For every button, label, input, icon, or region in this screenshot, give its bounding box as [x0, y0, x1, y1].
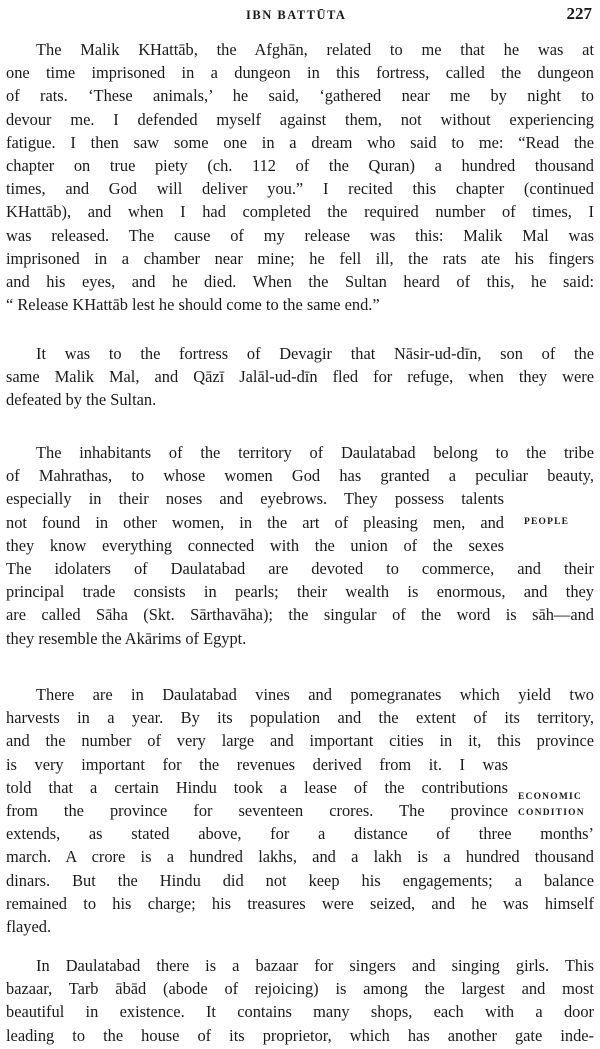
- text-line: they know everything connected with the union of the sexes: [6, 535, 504, 555]
- text-line: In Daulatabad there is a bazaar for singers and singing girls. This: [36, 956, 594, 975]
- text-line: told that a certain Hindu took a lease of the contributions: [6, 777, 508, 797]
- text-line: principal trade consists in pearls; their wealth is enormous, and they: [6, 582, 594, 602]
- text-line: they resemble the Akārims of Egypt.: [6, 628, 247, 648]
- paragraph-1: [6, 38, 594, 316]
- text-line: “ Release KHattāb lest he should come to the same end.”: [6, 295, 380, 315]
- text-line: of Mahrathas, to whose women God has granted a peculiar beauty,: [6, 466, 594, 486]
- text-line: imprisoned in a chamber near mine; he fell ill, the rats ate his fingers: [6, 248, 594, 268]
- text-line: harvests in a year. By its population and the extent of its territory,: [6, 708, 594, 728]
- text-line: It was to the fortress of Devagir that Nāsir-ud-dīn, son of the: [36, 344, 594, 363]
- margin-note-people: PEOPLE: [524, 517, 570, 527]
- text-line: The Malik KHattāb, the Afghān, related to me that he was at: [36, 40, 594, 59]
- text-line: fatigue. I then saw some one in a dream who said to me: “Read the: [6, 132, 594, 152]
- text-line: of rats. ‘These animals,’ he said, ‘gathered near me by night to: [6, 86, 594, 106]
- text-line: KHattāb), and when I had completed the required number of times, I: [6, 202, 594, 222]
- page-header: [0, 4, 600, 28]
- margin-note-condition: CONDITION: [518, 808, 585, 818]
- text-line: are called Sāha (Skt. Sārthavāha); the singular of the word is sāh—and: [6, 605, 594, 625]
- text-line: flayed.: [6, 916, 52, 936]
- margin-note-economic: ECONOMIC: [518, 792, 582, 802]
- text-line: one time imprisoned in a dungeon in this fortress, called the dungeon: [6, 63, 594, 83]
- text-line: devour me. I defended myself against them, not without experiencing: [6, 109, 594, 129]
- text-line: remained to his charge; his treasures were seized, and he was himself: [6, 893, 594, 913]
- text-line: extends, as stated above, for a distance of three months’: [6, 824, 594, 844]
- text-line: is very important for the revenues derived from it. I was: [6, 754, 508, 774]
- text-line: beautiful in existence. It contains many shops, each with a door: [6, 1002, 594, 1022]
- text-line: from the province for seventeen crores. The province: [6, 800, 508, 820]
- paragraph-3: [6, 441, 594, 650]
- text-line: and his eyes, and he died. When the Sultan heard of this, he said:: [6, 271, 594, 291]
- text-line: There are in Daulatabad vines and pomegranates which yield two: [36, 685, 594, 704]
- text-line: leading to the house of its proprietor, which has another gate inde-: [6, 1025, 594, 1045]
- paragraph-4: [6, 683, 594, 938]
- text-line: not found in other women, in the art of pleasing men, and: [6, 512, 504, 532]
- text-line: bazaar, Tarb ābād (abode of rejoicing) is among the largest and most: [6, 979, 594, 999]
- text-line: march. A crore is a hundred lakhs, and a lakh is a hundred thousand: [6, 847, 594, 867]
- text-line: especially in their noses and eyebrows. They possess talents: [6, 489, 504, 509]
- text-line: and the number of very large and important cities in it, this province: [6, 731, 594, 751]
- running-head: IBN BATTŪTA: [246, 8, 347, 22]
- text-line: was released. The cause of my release was this: Malik Mal was: [6, 225, 594, 245]
- text-line: same Malik Mal, and Qāzī Jalāl-ud-dīn fled for refuge, when they were: [6, 367, 594, 387]
- text-line: chapter on true piety (ch. 112 of the Quran) a hundred thousand: [6, 155, 594, 175]
- text-line: The idolaters of Daulatabad are devoted to commerce, and their: [6, 558, 594, 578]
- text-line: times, and God will deliver you.” I recited this chapter (continued: [6, 179, 594, 199]
- text-line: dinars. But the Hindu did not keep his engagements; a balance: [6, 870, 594, 890]
- text-line: The inhabitants of the territory of Daulatabad belong to the tribe: [36, 443, 594, 462]
- paragraph-5: [6, 954, 594, 1047]
- paragraph-2: [6, 342, 594, 412]
- page-number: 227: [566, 4, 592, 23]
- text-line: defeated by the Sultan.: [6, 390, 157, 410]
